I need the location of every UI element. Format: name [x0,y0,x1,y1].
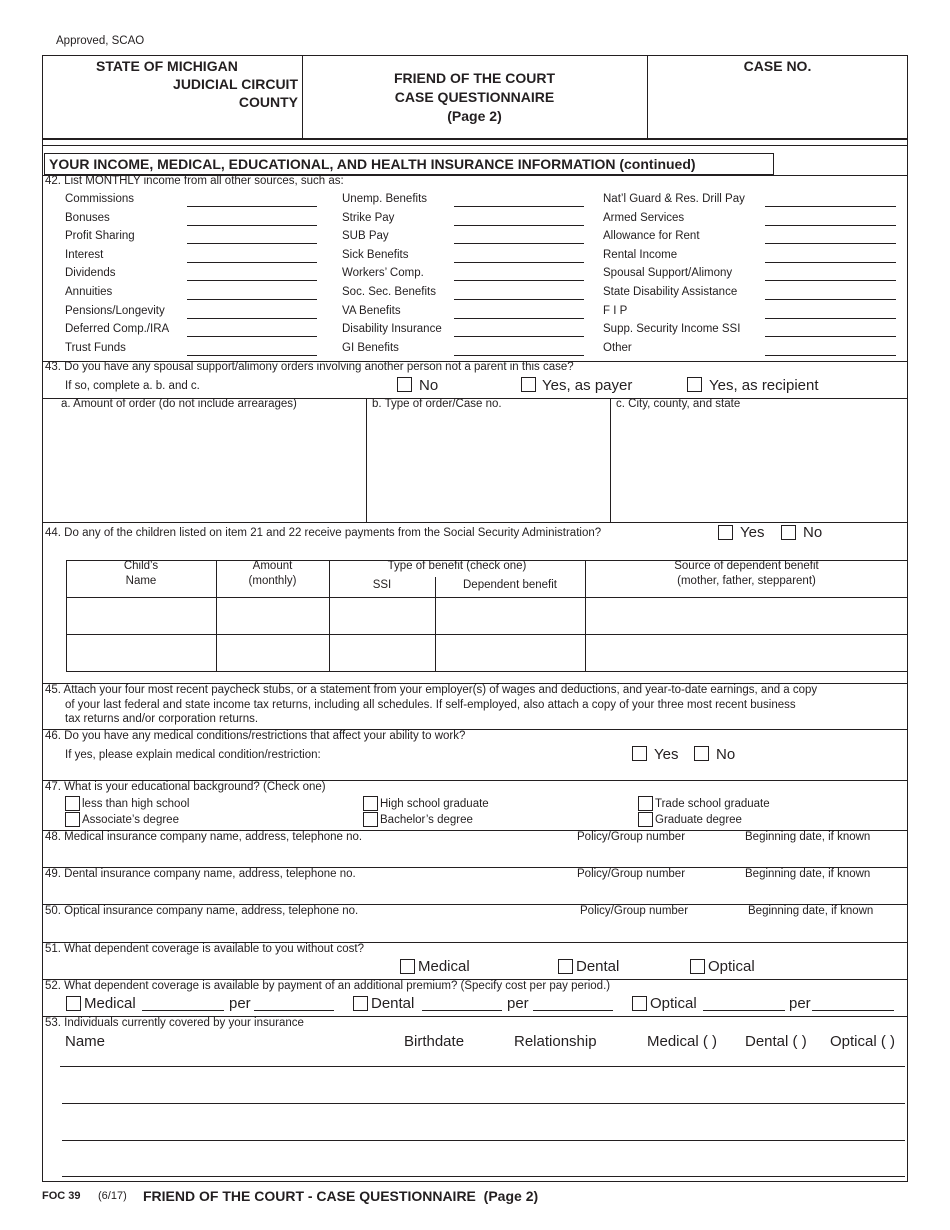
q47-associates-checkbox[interactable] [65,812,80,827]
q53-label: 53. Individuals currently covered by your insurance [45,1017,304,1029]
q42-income-amount-field[interactable] [187,299,317,300]
q51-dental-checkbox[interactable] [558,959,573,974]
q42-income-amount-field[interactable] [187,336,317,337]
q42-income-label: Nat’l Guard & Res. Drill Pay [603,193,745,205]
q45-line1: 45. Attach your four most recent paycheck stubs, or a statement from your employer(s) of wages and deductions, and year-to-date earnings, and a copy [45,684,818,696]
q42-income-amount-field[interactable] [765,262,896,263]
footer-title: FRIEND OF THE COURT - CASE QUESTIONNAIRE (Page 2) [143,1188,539,1204]
q44-row1-ssi[interactable] [330,598,434,633]
q52-dental-cost[interactable] [422,1010,502,1011]
q51-medical-checkbox[interactable] [400,959,415,974]
q44-th-ssi: SSI [372,579,392,591]
q44-row2-source[interactable] [586,635,907,671]
q53-row-2[interactable] [62,1103,905,1104]
q44-th-name1: Child’s [123,560,159,572]
q43-city-field[interactable] [611,415,907,520]
q51-optical-checkbox[interactable] [690,959,705,974]
q52-medical-per: per [229,995,251,1012]
q42-income-label: Interest [65,248,104,261]
section-title: YOUR INCOME, MEDICAL, EDUCATIONAL, AND HEALTH INSURANCE INFORMATION (continued) [44,153,774,175]
q42-income-label: Supp. Security Income SSI [603,323,741,336]
q53-row-1[interactable] [60,1066,905,1067]
q43-no-label: No [419,377,439,394]
q42-income-amount-field[interactable] [454,280,584,281]
q51-medical-label: Medical [418,958,470,975]
q42-income-amount-field[interactable] [187,243,317,244]
q42-income-label: Disability Insurance [342,323,442,336]
q42-income-amount-field[interactable] [454,299,584,300]
q44-row2-ssi[interactable] [330,635,434,671]
q42-income-label: Strike Pay [342,211,395,224]
q42-income-amount-field[interactable] [454,206,584,207]
q46-yes-label: Yes [654,746,679,763]
q42-income-label: Spousal Support/Alimony [603,267,733,280]
q42-income-label: Soc. Sec. Benefits [342,286,436,298]
q46-no-checkbox[interactable] [694,746,709,761]
q49-date-label: Beginning date, if known [745,868,871,880]
q42-income-label: Unemp. Benefits [342,193,428,205]
q47-bachelors-checkbox[interactable] [363,812,378,827]
q43-amount-field[interactable] [43,415,365,520]
q43-col-a: a. Amount of order (do not include arrearages) [61,398,297,410]
q44-label: 44. Do any of the children listed on item 21 and 22 receive payments from the Social Security Administration? [45,527,602,539]
q45-line3: tax returns and/or corporation returns. [65,713,259,725]
q47-bachelors-label: Bachelor’s degree [380,814,473,826]
form-title-3: (Page 2) [447,108,502,124]
q42-income-amount-field[interactable] [454,355,584,356]
q52-medical-cost[interactable] [142,1010,224,1011]
q42-income-label: Armed Services [603,211,685,224]
q43-label: 43. Do you have any spousal support/alimony orders involving another person not a parent in this case? [45,361,574,373]
q42-income-label: SUB Pay [342,230,389,243]
footer-form-number: FOC 39 [42,1190,81,1202]
q42-income-label: Workers’ Comp. [342,267,424,280]
q51-label: 51. What dependent coverage is available to you without cost? [45,943,365,955]
q46-yes-checkbox[interactable] [632,746,647,761]
q43-no-checkbox[interactable] [397,377,412,392]
q51-optical-label: Optical [708,958,755,975]
q42-income-amount-field[interactable] [454,336,584,337]
q52-dental-checkbox[interactable] [353,996,368,1011]
q42-income-label: State Disability Assistance [603,286,738,298]
q43-sub: If so, complete a. b. and c. [65,380,200,392]
q53-col-dental: Dental ( ) [745,1033,807,1050]
q50-field[interactable] [43,920,907,940]
q42-label: 42. List MONTHLY income from all other sources, such as: [45,175,344,187]
q47-trade-label: Trade school graduate [655,798,770,810]
q44-th-source2: (mother, father, stepparent) [677,575,816,587]
q42-income-label: GI Benefits [342,341,399,354]
q42-income-label: Rental Income [603,248,678,261]
q44-yes-label: Yes [740,524,765,541]
q50-label: 50. Optical insurance company name, address, telephone no. [45,905,359,917]
q42-income-label: Other [603,341,632,354]
q43-type-field[interactable] [367,415,609,520]
q52-optical-period[interactable] [812,1010,894,1011]
q42-income-amount-field[interactable] [454,243,584,244]
q42-income-amount-field[interactable] [765,206,896,207]
q52-label: 52. What dependent coverage is available by payment of an additional premium? (Specify cost per pay period.) [45,980,611,992]
q42-income-label: VA Benefits [342,304,401,317]
q44-row2-amount[interactable] [217,635,328,671]
q49-policy-label: Policy/Group number [577,868,686,880]
q48-label: 48. Medical insurance company name, address, telephone no. [45,831,363,843]
q47-less-than-hs-label: less than high school [82,798,190,810]
q42-income-amount-field[interactable] [187,355,317,356]
q47-graduate-checkbox[interactable] [638,812,653,827]
q44-th-amount1: Amount [252,560,293,572]
q42-income-label: Pensions/Longevity [65,304,165,317]
q47-hs-grad-checkbox[interactable] [363,796,378,811]
q47-less-than-hs-checkbox[interactable] [65,796,80,811]
q42-income-amount-field[interactable] [187,206,317,207]
q52-optical-checkbox[interactable] [632,996,647,1011]
q45-line2: of your last federal and state income tax returns, including all schedules. If self-employed, also attach a copy of your three most recent business [65,699,796,711]
q49-label: 49. Dental insurance company name, address, telephone no. [45,868,356,880]
q52-dental-per: per [507,995,529,1012]
approved-label: Approved, SCAO [56,35,145,47]
q46-label: 46. Do you have any medical conditions/restrictions that affect your ability to work? [45,730,466,742]
q53-row-4[interactable] [62,1176,905,1177]
form-title-1: FRIEND OF THE COURT [394,70,555,86]
q46-sub: If yes, please explain medical condition/restriction: [65,749,321,761]
q44-row2-name[interactable] [67,635,215,671]
q52-dental-period[interactable] [533,1010,613,1011]
q42-income-amount-field[interactable] [765,243,896,244]
q47-associates-label: Associate’s degree [82,814,179,826]
q48-policy-label: Policy/Group number [577,831,686,843]
state-label: STATE OF MICHIGAN [96,58,238,74]
circuit-label: JUDICIAL CIRCUIT [173,76,298,92]
q42-income-label: F I P [603,304,628,317]
q44-yes-checkbox[interactable] [718,525,733,540]
q43-col-b: b. Type of order/Case no. [372,398,502,410]
q53-col-birthdate: Birthdate [404,1033,465,1050]
q44-th-name2: Name [125,575,157,587]
q51-dental-label: Dental [576,958,620,975]
q42-income-label: Annuities [65,286,113,298]
q42-income-amount-field[interactable] [454,225,584,226]
q47-hs-grad-label: High school graduate [380,798,489,810]
q42-income-amount-field[interactable] [765,299,896,300]
q44-no-label: No [803,524,823,541]
q42-income-label: Sick Benefits [342,248,409,261]
q42-income-label: Commissions [65,193,135,205]
q52-optical-label: Optical [650,995,697,1012]
q47-trade-checkbox[interactable] [638,796,653,811]
q44-row1-amount[interactable] [217,598,328,633]
q43-payer-label: Yes, as payer [542,377,633,394]
q42-income-amount-field[interactable] [187,262,317,263]
footer-revision: (6/17) [98,1190,127,1202]
q42-income-amount-field[interactable] [765,336,896,337]
q42-income-label: Trust Funds [65,341,126,354]
q42-income-amount-field[interactable] [765,225,896,226]
q43-recipient-checkbox[interactable] [687,377,702,392]
q44-th-type: Type of benefit (check one) [387,560,527,572]
q42-income-amount-field[interactable] [765,355,896,356]
q44-th-amount2: (monthly) [248,575,297,587]
q42-income-amount-field[interactable] [454,262,584,263]
q50-policy-label: Policy/Group number [580,905,689,917]
q44-row1-name[interactable] [67,598,215,633]
q43-col-c: c. City, county, and state [616,398,741,410]
q50-date-label: Beginning date, if known [748,905,874,917]
case-no-label: CASE NO. [743,58,812,74]
q42-income-label: Allowance for Rent [603,230,700,243]
q44-no-checkbox[interactable] [781,525,796,540]
q44-th-dependent: Dependent benefit [463,579,557,591]
q42-income-label: Deferred Comp./IRA [65,323,170,336]
q44-row1-source[interactable] [586,598,907,633]
q46-no-label: No [716,746,736,763]
form-title-2: CASE QUESTIONNAIRE [394,89,555,105]
q47-label: 47. What is your educational background? (Check one) [45,781,326,793]
q42-income-label: Profit Sharing [65,230,135,243]
q42-income-amount-field[interactable] [454,318,584,319]
q52-medical-label: Medical [84,995,136,1012]
q52-medical-period[interactable] [254,1010,334,1011]
q48-date-label: Beginning date, if known [745,831,871,843]
q52-optical-cost[interactable] [703,1010,785,1011]
q44-row1-dependent[interactable] [436,598,584,633]
q52-dental-label: Dental [371,995,415,1012]
county-label: COUNTY [238,94,298,110]
q42-income-amount-field[interactable] [765,318,896,319]
q44-th-source1: Source of dependent benefit [674,560,819,572]
q42-income-amount-field[interactable] [187,280,317,281]
q52-medical-checkbox[interactable] [66,996,81,1011]
q42-income-label: Bonuses [65,211,110,224]
q43-payer-checkbox[interactable] [521,377,536,392]
q53-col-optical: Optical ( ) [830,1033,896,1050]
q47-graduate-label: Graduate degree [655,814,742,826]
q53-col-relationship: Relationship [514,1033,597,1050]
q43-recipient-label: Yes, as recipient [709,377,819,394]
q53-col-medical: Medical ( ) [647,1033,718,1050]
q44-row2-dependent[interactable] [436,635,584,671]
q42-income-label: Dividends [65,267,116,280]
q52-optical-per: per [789,995,811,1012]
q53-row-3[interactable] [62,1140,905,1141]
q53-col-name: Name [65,1033,106,1050]
q42-income-amount-field[interactable] [765,280,896,281]
q42-income-amount-field[interactable] [187,225,317,226]
q42-income-amount-field[interactable] [187,318,317,319]
q48-field[interactable] [43,846,907,866]
q49-field[interactable] [43,883,907,903]
q46-explain-field[interactable] [65,764,905,778]
